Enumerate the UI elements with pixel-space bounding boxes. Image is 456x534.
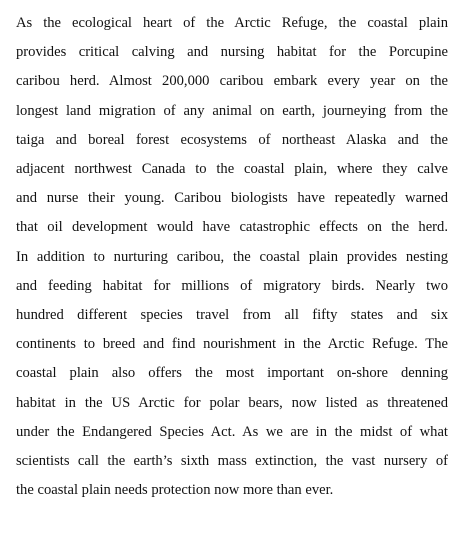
paragraph-line: and nurse their young. Caribou biologists have repeatedly warned bbox=[16, 190, 448, 207]
paragraph bbox=[16, 9, 448, 505]
document-body bbox=[16, 9, 448, 505]
paragraph-line: that oil development would have catastrophic effects on the herd. bbox=[16, 219, 448, 236]
paragraph-line: provides critical calving and nursing habitat for the Porcupine bbox=[16, 44, 448, 61]
paragraph-line: hundred different species travel from all fifty states and six bbox=[16, 307, 448, 324]
paragraph-line: taiga and boreal forest ecosystems of northeast Alaska and the bbox=[16, 131, 448, 148]
paragraph-line: caribou herd. Almost 200,000 caribou embark every year on the bbox=[16, 73, 448, 90]
paragraph-line: continents to breed and find nourishment in the Arctic Refuge. The bbox=[16, 336, 448, 353]
paragraph-line: and feeding habitat for millions of migratory birds. Nearly two bbox=[16, 277, 448, 294]
paragraph-line: the coastal plain needs protection now more than ever. bbox=[16, 482, 334, 499]
paragraph-line: habitat in the US Arctic for polar bears, now listed as threatened bbox=[16, 394, 448, 411]
paragraph-line: scientists call the earth’s sixth mass extinction, the vast nursery of bbox=[16, 453, 448, 470]
paragraph-line: adjacent northwest Canada to the coastal plain, where they calve bbox=[16, 161, 448, 178]
paragraph-line: under the Endangered Species Act. As we are in the midst of what bbox=[16, 423, 448, 440]
paragraph-line: As the ecological heart of the Arctic Refuge, the coastal plain bbox=[16, 15, 448, 31]
paragraph-line: longest land migration of any animal on earth, journeying from the bbox=[16, 102, 448, 119]
paragraph-line: In addition to nurturing caribou, the coastal plain provides nesting bbox=[16, 248, 448, 265]
paragraph-line: coastal plain also offers the most important on-shore denning bbox=[16, 365, 448, 382]
